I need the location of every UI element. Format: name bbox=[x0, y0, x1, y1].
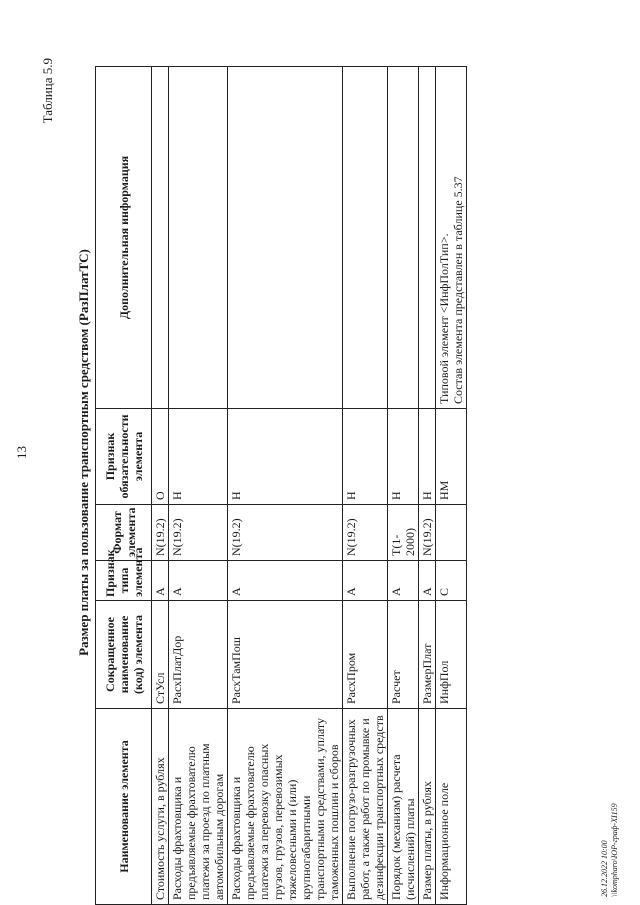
cell-name: Выполнение погрузо-разгрузочных работ, а также работ по промывке и дезинфекции транспортных средств bbox=[343, 709, 388, 905]
table-row bbox=[152, 67, 169, 905]
column-header-info: Дополнительная информация bbox=[96, 67, 152, 409]
cell-format: N(19.2) bbox=[343, 505, 388, 561]
column-header-type: Признак типа элемента bbox=[96, 561, 152, 601]
cell-format bbox=[436, 505, 467, 561]
cell-code: СтУсл bbox=[152, 601, 169, 709]
cell-required: Н bbox=[419, 409, 436, 505]
cell-info bbox=[388, 67, 419, 409]
table-row bbox=[388, 67, 419, 905]
cell-name: Размер платы, в рублях bbox=[419, 709, 436, 905]
cell-format: T(1-2000) bbox=[388, 505, 419, 561]
cell-code: Расчет bbox=[388, 601, 419, 709]
cell-required: Н bbox=[228, 409, 343, 505]
cell-code: РасхПром bbox=[343, 601, 388, 709]
cell-info bbox=[343, 67, 388, 409]
element-table bbox=[95, 66, 467, 905]
cell-info bbox=[419, 67, 436, 409]
cell-required: Н bbox=[388, 409, 419, 505]
print-footer bbox=[600, 803, 620, 897]
cell-required: О bbox=[152, 409, 169, 505]
cell-code: РасхТамПош bbox=[228, 601, 343, 709]
print-path: \\kompharo\ЮР-граф-XI159 bbox=[610, 803, 619, 897]
table-title: Размер платы за пользование транспортным средством (РазПлатТС) bbox=[76, 249, 91, 656]
page-number: 13 bbox=[14, 446, 29, 459]
cell-type: А bbox=[152, 561, 169, 601]
cell-name: Расходы фрахтовщика и предъявляемые фрахтователю платежи за проезд по платным автомобильным дорогам bbox=[169, 709, 228, 905]
column-header-code: Сокращенное наименование (код) элемента bbox=[96, 601, 152, 709]
cell-info bbox=[169, 67, 228, 409]
cell-required: Н bbox=[169, 409, 228, 505]
cell-required: НМ bbox=[436, 409, 467, 505]
table-row bbox=[228, 67, 343, 905]
table-row bbox=[343, 67, 388, 905]
cell-name: Информационное поле bbox=[436, 709, 467, 905]
table-row bbox=[419, 67, 436, 905]
cell-info: Типовой элемент <ИнфПолТип>. Состав элемента представлен в таблице 5.37 bbox=[436, 67, 467, 409]
cell-type: А bbox=[343, 561, 388, 601]
column-header-required: Признак обязательности элемента bbox=[96, 409, 152, 505]
print-timestamp: 26.12.2022 10:00 bbox=[600, 840, 609, 897]
table-row bbox=[436, 67, 467, 905]
cell-code: ИнфПол bbox=[436, 601, 467, 709]
cell-info bbox=[228, 67, 343, 409]
cell-format: N(19.2) bbox=[152, 505, 169, 561]
cell-name: Стоимость услуги, в рублях bbox=[152, 709, 169, 905]
column-header-format: Формат элемента bbox=[96, 505, 152, 561]
cell-type: А bbox=[388, 561, 419, 601]
cell-required: Н bbox=[343, 409, 388, 505]
cell-code: РасхПлатДор bbox=[169, 601, 228, 709]
cell-format: N(19.2) bbox=[419, 505, 436, 561]
cell-type: С bbox=[436, 561, 467, 601]
cell-type: А bbox=[169, 561, 228, 601]
cell-type: А bbox=[228, 561, 343, 601]
cell-name: Расходы фрахтовщика и предъявляемые фрахтователю платежи за перевозку опасных грузов, грузов, перевозимых тяжеловесными и (или) крупногабаритными транспортными средствами, уплату таможенных пошлин и сборов bbox=[228, 709, 343, 905]
cell-name: Порядок (механизм) расчета (исчислений) платы bbox=[388, 709, 419, 905]
cell-format: N(19.2) bbox=[228, 505, 343, 561]
column-header-name: Наименование элемента bbox=[96, 709, 152, 905]
table-row bbox=[169, 67, 228, 905]
table-header-row bbox=[96, 67, 152, 905]
table-label: Таблица 5.9 bbox=[40, 58, 55, 124]
cell-format: N(19.2) bbox=[169, 505, 228, 561]
cell-code: РазмерПлат bbox=[419, 601, 436, 709]
cell-type: А bbox=[419, 561, 436, 601]
cell-info bbox=[152, 67, 169, 409]
